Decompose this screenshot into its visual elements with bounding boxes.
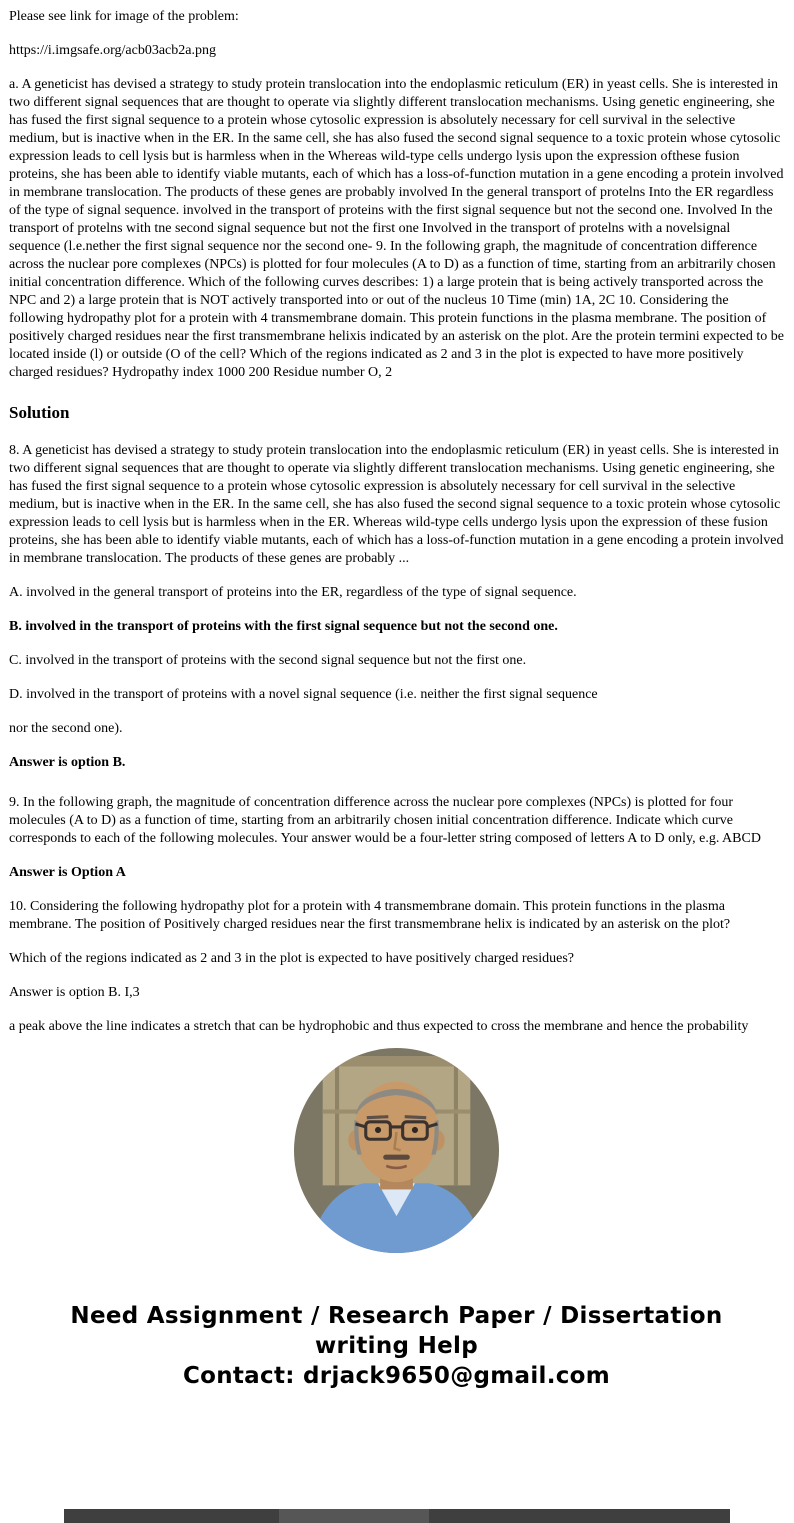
answer-10: Answer is option B. I,3 bbox=[9, 985, 140, 1000]
avatar-container bbox=[9, 1048, 784, 1253]
solution-heading: Solution bbox=[9, 403, 70, 422]
option-a: A. involved in the general transport of proteins into the ER, regardless of the type of signal sequence. bbox=[9, 585, 577, 600]
answer-9: Answer is Option A bbox=[9, 865, 126, 880]
option-d: D. involved in the transport of proteins with a novel signal sequence (i.e. neither the first signal sequence bbox=[9, 687, 598, 702]
option-c: C. involved in the transport of proteins with the second signal sequence but not the first one. bbox=[9, 653, 527, 668]
tutor-avatar-image bbox=[294, 1048, 499, 1253]
link-text[interactable]: https://i.imgsafe.org/acb03acb2a.png bbox=[9, 43, 216, 58]
question-text: a. A geneticist has devised a strategy to study protein translocation into the endoplasmic reticulum (ER) in yeast cells. She is interested in two different signal sequences that are thought to operate via slightly different translocation mechanisms. Using genetic engineering, she has fused the first signal sequence to a protein whose cytosolic expression is absolutely necessary for cell survival in the selective medium, but is inactive when in the ER. In the same cell, she has also fused the second signal sequence to a toxic protein whose cytosolic expression leads to cell lysis but is harmless when in the Whereas wild-type cells undergo lysis upon the expression ofthese fusion proteins, she has been able to identify viable mutants, each of which has a loss-of-function mutation in a gene encoding a protein involved in membrane translocation. The products of these genes are probably involved In the general transport of protelns Into the ER regardless of the type of signal sequence. involved in the transport of proteins with the first signal sequence but not the second one. Involved In the transport of protelns with tne second signal sequence but not the first one Involved in the transport of protelns with a novelsignal sequence (l.e.nether the first signal sequence nor the second one- 9. In the following graph, the magnitude of concentration difference across the nuclear pore complexes (NPCs) is plotted for four molecules (A to D) as a function of time, starting from an arbitrarily chosen initial concentration difference. Which of the following curves describes: 1) a large protein that is being actively transported across the NPC and 2) a large protein that is NOT actively transported into or out of the nucleus 10 Time (min) 1A, 2C 10. Considering the following hydropathy plot for a protein with 4 transmembrane domain. This protein functions in the plasma membrane. The position of positively charged residues near the first transmembrane helixis indicated by an asterisk on the plot. Are the protein termini expected to be located inside (l) or outside (O of the cell? Which of the regions indicated as 2 and 3 in the plot is expected to have more positively charged residues? Hydropathy index 1000 200 Residue number O, 2 bbox=[9, 77, 784, 380]
option-b: B. involved in the transport of proteins with the first signal sequence but not the second one. bbox=[9, 619, 558, 634]
footer-promo bbox=[9, 1301, 784, 1391]
q10-text: 10. Considering the following hydropathy plot for a protein with 4 transmembrane domain. This protein functions in the plasma membrane. The position of Positively charged residues near the first transmembrane helix is indicated by an asterisk on the plot? bbox=[9, 899, 731, 932]
footer-contact-email: Contact: drjack9650@gmail.com bbox=[182, 1363, 611, 1389]
tutor-avatar bbox=[294, 1048, 499, 1253]
q10-followup: Which of the regions indicated as 2 and 3 in the plot is expected to have positively charged residues? bbox=[9, 951, 575, 966]
answer-8: Answer is option B. bbox=[9, 755, 126, 770]
clipped-text-line: a peak above the line indicates a stretch that can be hydrophobic and thus expected to cross the membrane and hence the probability bbox=[9, 1019, 749, 1034]
scrollbar-thumb[interactable] bbox=[279, 1509, 429, 1523]
problem-image-link[interactable] bbox=[9, 42, 784, 60]
footer-line-1: Need Assignment / Research Paper / Dissertation bbox=[70, 1303, 723, 1329]
intro-text: Please see link for image of the problem: bbox=[9, 9, 239, 24]
footer-line-2: writing Help bbox=[315, 1333, 478, 1359]
bottom-scrollbar[interactable] bbox=[64, 1509, 730, 1523]
option-d-continued: nor the second one). bbox=[9, 721, 123, 736]
q8-text: 8. A geneticist has devised a strategy to study protein translocation into the endoplasmic reticulum (ER) in yeast cells. She is interested in two different signal sequences that are thought to operate via slightly different translocation mechanisms. Using genetic engineering, she has fused the first signal sequence to a protein whose cytosolic expression is absolutely necessary for cell survival in the selective medium, but is inactive when in the ER. In the same cell, she has also fused the second signal sequence to a toxic protein whose cytosolic expression leads to cell lysis but is harmless when in the ER. Whereas wild-type cells undergo lysis upon the expression of these fusion proteins, she has been able to identify viable mutants, each of which has a loss-of-function mutation in a gene encoding a protein involved in membrane translocation. The products of these genes are probably ... bbox=[9, 443, 784, 566]
q9-text: 9. In the following graph, the magnitude of concentration difference across the nuclear pore complexes (NPCs) is plotted for four molecules (A to D) as a function of time, starting from an arbitrarily chosen initial concentration difference. Indicate which curve corresponds to each of the following molecules. Your answer would be a four-letter string composed of letters A to D only, e.g. ABCD bbox=[9, 795, 761, 846]
